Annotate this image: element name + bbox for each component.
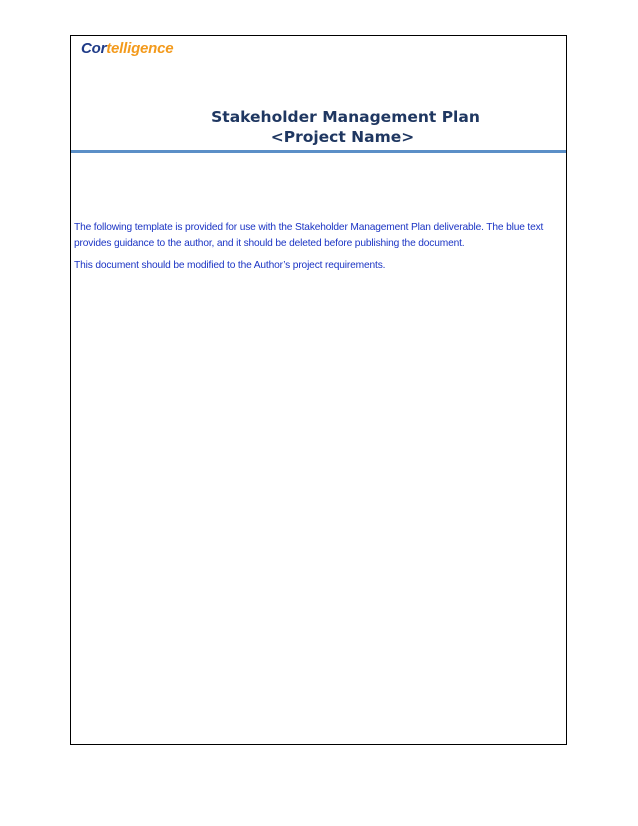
document-page	[70, 35, 567, 745]
title-line-plan: Stakeholder Management Plan	[211, 108, 480, 126]
document-title	[71, 107, 566, 147]
logo-text-accent: telligence	[106, 40, 174, 57]
guidance-paragraph-1: The following template is provided for use with the Stakeholder Management Plan deliverable. The blue text provides guidance to the author, and it should be deleted before publishing the document.	[74, 222, 544, 249]
logo-text-primary: Cor	[81, 40, 107, 57]
cortelligence-logo	[81, 40, 173, 57]
guidance-text	[74, 220, 564, 280]
title-line-project-name: <Project Name>	[270, 128, 415, 146]
guidance-paragraph-2: This document should be modified to the Author’s project requirements.	[74, 260, 386, 271]
title-divider	[71, 150, 566, 153]
